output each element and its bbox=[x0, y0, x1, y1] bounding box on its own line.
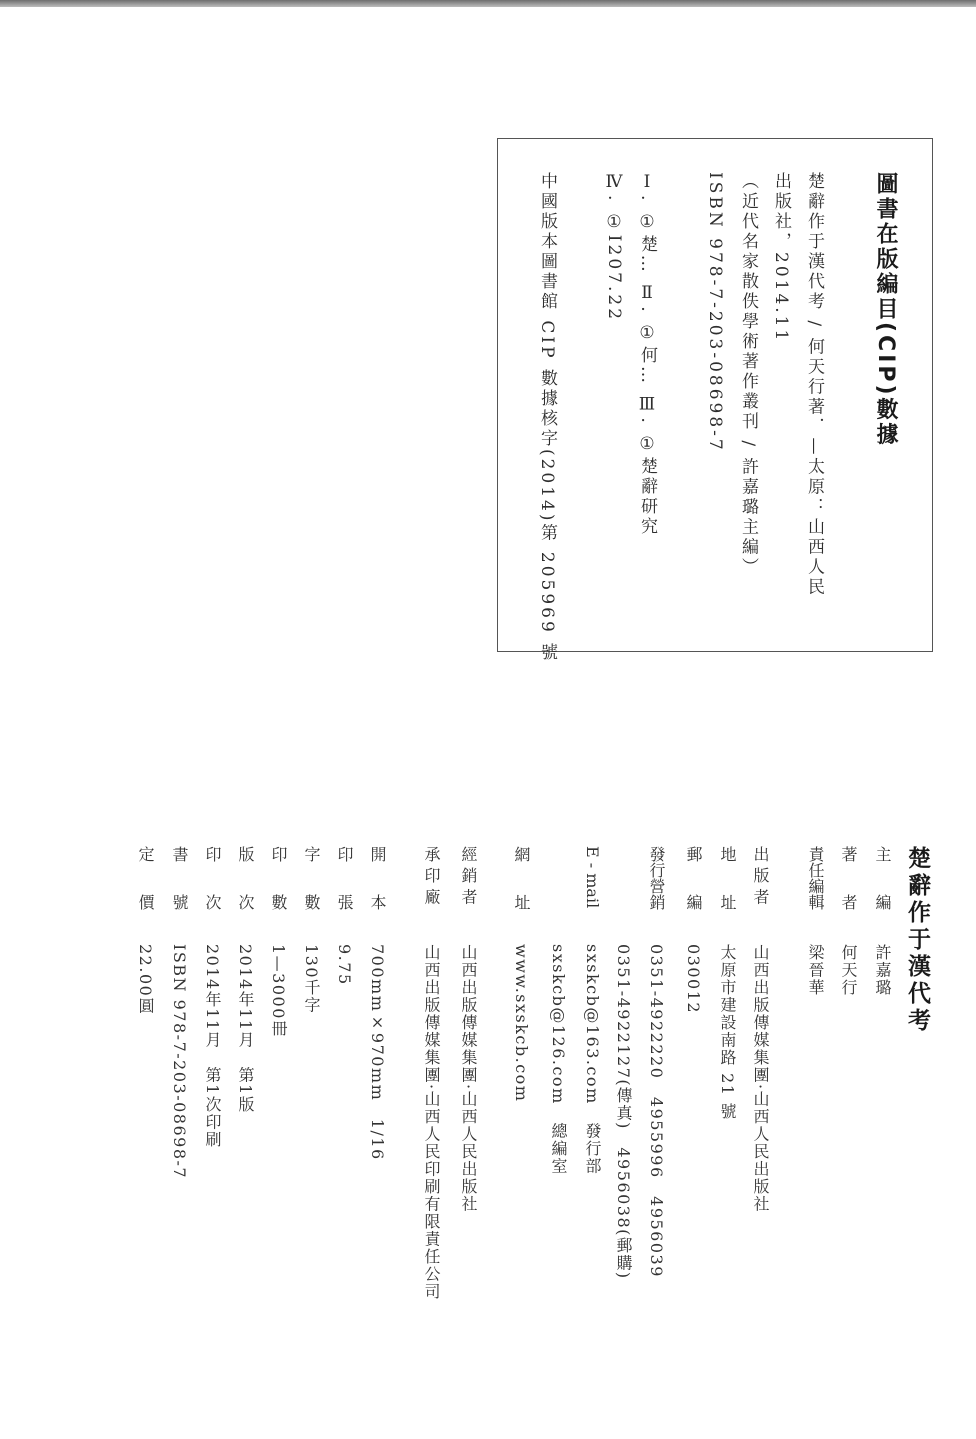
colophon-label: 字 數 bbox=[302, 846, 321, 910]
colophon-label: 承 印 廠 bbox=[422, 846, 441, 905]
colophon-label: 網 址 bbox=[512, 846, 531, 910]
colophon-value: 2014年11月 第1版 bbox=[236, 944, 255, 1114]
cip-heading: 圖書在版編目(CIP)數據 bbox=[873, 172, 898, 448]
colophon-label: 發行營銷 bbox=[647, 846, 666, 910]
colophon-label: 印 數 bbox=[269, 846, 288, 910]
colophon-value: 1—3000冊 bbox=[269, 944, 288, 1038]
cip-line-6-clc: Ⅳ. ①I207.22 bbox=[604, 172, 624, 323]
colophon-label: 開 本 bbox=[368, 846, 387, 910]
colophon-value: ISBN 978-7-203-08698-7 bbox=[170, 944, 189, 1180]
colophon-label: 責任編輯 bbox=[806, 846, 825, 910]
colophon-value: 山西出版傳媒集團·山西人民印刷有限責任公司 bbox=[422, 944, 441, 1301]
colophon-value: sxskcb@126.com 總編室 bbox=[549, 944, 568, 1175]
colophon-value: www.sxskcb.com bbox=[512, 944, 531, 1103]
colophon-value: sxskcb@163.com 發行部 bbox=[583, 944, 602, 1175]
colophon-value: 山西出版傳媒集團·山西人民出版社 bbox=[751, 944, 770, 1214]
book-title: 楚辭作于漢代考 bbox=[904, 846, 930, 1035]
colophon-value: 許嘉璐 bbox=[873, 944, 892, 997]
cip-line-5-classification: Ⅰ. ①楚… Ⅱ. ①何… Ⅲ. ①楚辭研究 bbox=[637, 172, 657, 538]
colophon-value: 0351-4922127(傳真) 4956038(郵購) bbox=[614, 944, 633, 1280]
colophon-label: 印 次 bbox=[203, 846, 222, 910]
colophon-label: 定 價 bbox=[136, 846, 155, 910]
colophon-value: 2014年11月 第1次印刷 bbox=[203, 944, 222, 1149]
colophon-label: 主 編 bbox=[873, 846, 892, 910]
colophon-label: 書 號 bbox=[170, 846, 189, 910]
colophon-label: 出 版 者 bbox=[751, 846, 770, 905]
colophon-label: 著 者 bbox=[839, 846, 858, 910]
colophon-value: 030012 bbox=[684, 944, 703, 1015]
colophon-label: E - mail bbox=[583, 846, 602, 909]
colophon-value: 何天行 bbox=[839, 944, 858, 997]
colophon-value: 梁晉華 bbox=[806, 944, 825, 997]
cip-line-4-isbn: ISBN 978-7-203-08698-7 bbox=[705, 172, 725, 453]
cip-line-7-verification: 中國版本圖書館 CIP 數據核字(2014)第 205969 號 bbox=[537, 172, 557, 664]
colophon-label: 地 址 bbox=[718, 846, 737, 910]
colophon-value: 9.75 bbox=[335, 944, 354, 986]
colophon-label: 版 次 bbox=[236, 846, 255, 910]
cip-line-3: （近代名家散佚學術著作叢刊 / 許嘉璐主編） bbox=[738, 172, 758, 578]
colophon-value: 山西出版傳媒集團·山西人民出版社 bbox=[459, 944, 478, 1214]
colophon-label: 郵 編 bbox=[684, 846, 703, 910]
colophon-value: 太原市建設南路 21 號 bbox=[718, 944, 737, 1121]
colophon-value: 130千字 bbox=[302, 944, 321, 1015]
cip-line-2: 出版社，2014.11 bbox=[771, 172, 791, 344]
colophon-value: 700mm×970mm 1/16 bbox=[368, 944, 387, 1161]
top-edge-rule bbox=[0, 0, 976, 7]
colophon-value: 22.00圓 bbox=[136, 944, 155, 1015]
colophon-label: 印 張 bbox=[335, 846, 354, 910]
colophon-value: 0351-4922220 4955996 4956039 bbox=[647, 944, 666, 1278]
colophon-label: 經 銷 者 bbox=[459, 846, 478, 905]
cip-line-1: 楚辭作于漢代考 / 何天行著．—太原：山西人民 bbox=[804, 172, 824, 598]
